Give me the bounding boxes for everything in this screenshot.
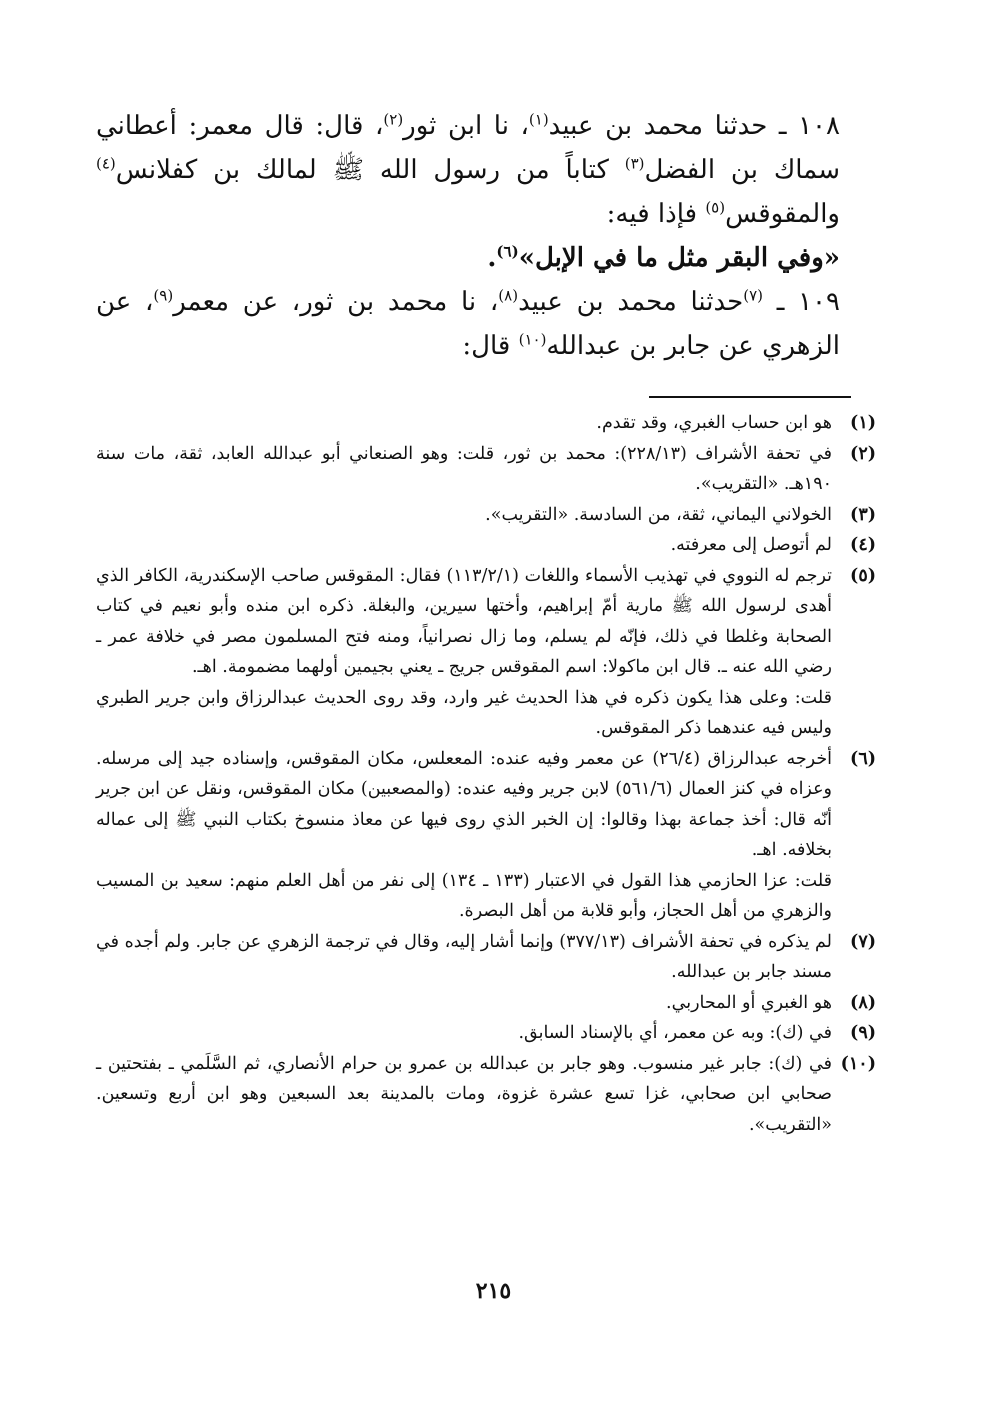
hadith-109: ١٠٩ ـ $^{(٧)}$حدثنا محمد بن عبيد$^{(٨)}$، نا محمد بن ثور، عن معمر$^{(٩)}$، عن الزهري عن جابر بن عبدالله$^{(١٠)}$ قال:: [96, 286, 840, 361]
footnote-text: ترجم له النووي في تهذيب الأسماء واللغات (١١٣/٢/١) فقال: المقوقس صاحب الإسكندرية، الكافر الذي أهدى لرسول الله ﷺ مارية أمّ إبراهيم، وأختها سيرين، والبغلة. ذكره ابن منده وأبو نعيم في كتاب الصحابة وغلطا في ذلك، فإنّه لم يسلم، وما زال نصرانياً، ومنه فتح المسلمون مصر في خلافة عمر ـ رضي الله عنه ـ. قال ابن ماكولا: اسم المقوقس جريج ـ يعني بجيمين أولهما مضمومة. اهـ.: [96, 565, 832, 677]
footnote-number: (٢): [850, 443, 876, 464]
footnote-10: [96, 1049, 876, 1141]
footnote-5: [96, 561, 876, 744]
footnote-ref-1: (١): [528, 110, 549, 129]
footnote-number: (٨): [850, 992, 876, 1013]
footnote-ref-10: (١٠): [518, 330, 547, 349]
footnote-6: [96, 744, 876, 927]
footnote-number: (٣): [850, 504, 876, 525]
footnote-ref-6: (٦): [496, 242, 519, 261]
footnote-number: (٧): [850, 931, 876, 952]
footnote-ref-4: (٤): [96, 154, 116, 173]
footnote-ref-2: (٢): [383, 110, 404, 129]
footnote-text: هو ابن حساب الغبري، وقد تقدم.: [596, 413, 832, 433]
footnotes: [96, 408, 876, 1140]
footnote-number: (١): [850, 413, 876, 433]
footnote-ref-5: (٥): [705, 198, 726, 217]
footnote-text: في تحفة الأشراف (٢٢٨/١٣): محمد بن ثور، قلت: وهو الصنعاني أبو عبدالله العابد، ثقة، مات سنة ١٩٠هـ. «التقريب».: [96, 443, 832, 494]
footnote-text: قلت: عزا الحازمي هذا القول في الاعتبار (١٣٣ ـ ١٣٤) إلى نفر من أهل العلم منهم: سعيد بن المسيب والزهري من أهل الحجاز، وأبو قلابة من أهل البصرة.: [96, 870, 832, 921]
footnote-text: لم أتوصل إلى معرفته.: [670, 535, 832, 555]
hadith-108: ١٠٨ ـ حدثنا محمد بن عبيد$^{(١)}$، نا ابن ثور$^{(٢)}$، قال: قال معمر: أعطاني سماك بن الفضل$^{(٣)}$ كتاباً من رسول الله ﷺ لمالك بن كفلانس$^{(٤)}$ والمقوقس$^{(٥)}$ فإذا فيه:: [96, 110, 840, 229]
footnote-text: في (ك): جابر غير منسوب. وهو جابر بن عبدالله بن عمرو بن حرام الأنصاري، ثم السَّلَمي ـ بفتحتين ـ صحابي ابن صحابي، غزا تسع عشرة غزوة، ومات بالمدينة بعد السبعين وهو ابن أربع وتسعين. «التقريب».: [96, 1053, 832, 1135]
page-number: ٢١٥: [475, 1278, 512, 1304]
footnote-8: [96, 988, 876, 1019]
footnote-ref-7: (٧): [743, 286, 764, 305]
footnote-text: لم يذكره في تحفة الأشراف (٣٧٧/١٣) وإنما أشار إليه، وقال في ترجمة الزهري عن جابر. ولم أجده في مسند جابر بن عبدالله.: [96, 931, 832, 982]
footnote-text: قلت: وعلى هذا يكون ذكره في هذا الحديث غير وارد، وقد روى الحديث عبدالرزاق وابن جرير الطبري وليس فيه عندهما ذكر المقوقس.: [96, 687, 832, 738]
footnote-text: أخرجه عبدالرزاق (٢٦/٤) عن معمر وفيه عنده: المععلس، مكان المقوقس، وإسناده جيد إلى مرسله. وعزاه في كنز العمال (٥٦١/٦) لابن جرير وفيه عنده: (والمصعبين) مكان المقوقس، ونقل عن ابن جرير أنّه قال: أخذ جماعة بهذا وقالوا: إن الخبر الذي روى فيها عن معاذ منسوخ بكتاب النبي ﷺ إلى عماله بخلافه. اهـ.: [96, 748, 832, 860]
footnote-number: (٦): [850, 748, 876, 769]
footnote-3: [96, 500, 876, 531]
footnote-number: (٤): [850, 535, 876, 555]
footnote-number: (١٠): [840, 1053, 876, 1074]
footnote-2: [96, 439, 876, 500]
footnote-text: هو الغبري أو المحاربي.: [666, 992, 832, 1013]
footnote-4: [96, 530, 876, 561]
footnote-7: [96, 927, 876, 988]
footnote-9: [96, 1018, 876, 1049]
footnote-text: الخولاني اليماني، ثقة، من السادسة. «التقريب».: [485, 504, 832, 525]
footnote-ref-8: (٨): [498, 286, 519, 305]
footnote-ref-3: (٣): [624, 154, 645, 173]
footnote-number: (٩): [850, 1023, 876, 1043]
footnote-text: في (ك): وبه عن معمر، أي بالإسناد السابق.: [518, 1023, 832, 1043]
footnote-ref-9: (٩): [153, 286, 174, 305]
hadith-quote: «وفي البقر مثل ما في الإبل»$^{(٦)}$.: [487, 242, 840, 273]
main-text: [96, 104, 876, 368]
footnote-number: (٥): [850, 565, 876, 586]
footnote-1: [96, 408, 876, 439]
footnote-separator: [649, 396, 851, 398]
